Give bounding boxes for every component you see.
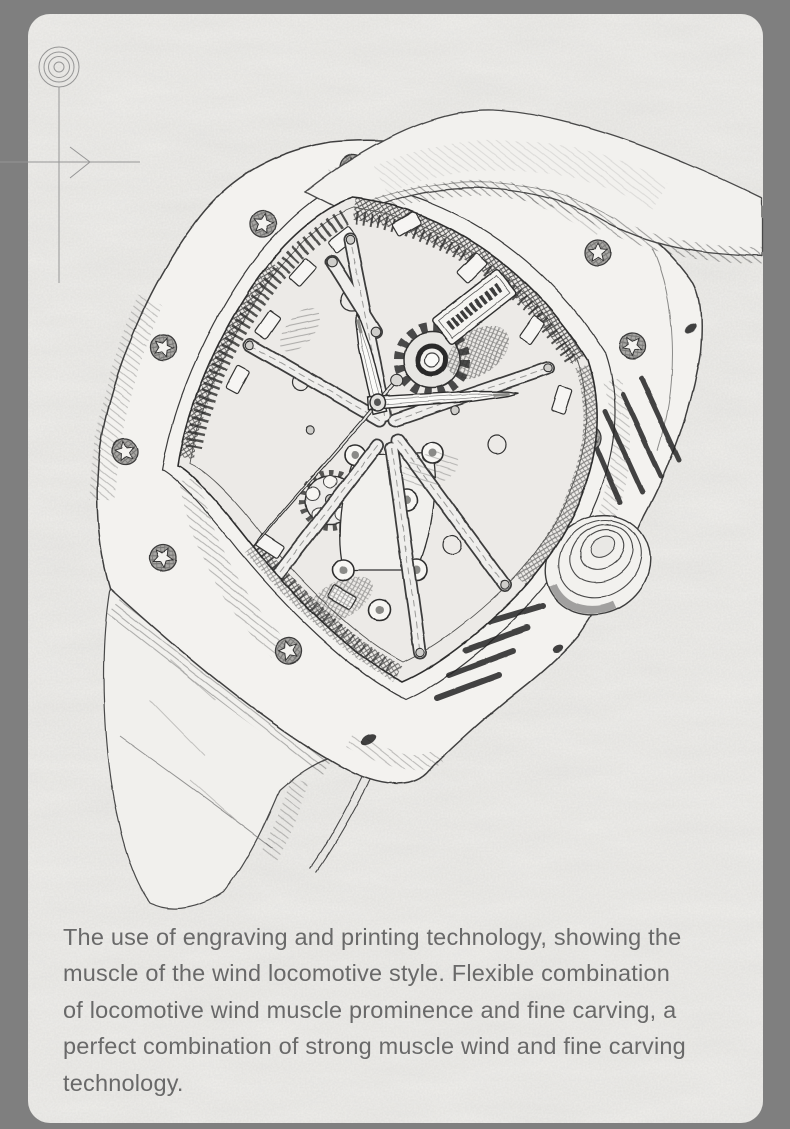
description-line: perfect combination of strong muscle wind and fine carving (63, 1033, 686, 1060)
description-line: technology. (63, 1069, 184, 1096)
description-line: The use of engraving and printing technology, showing the (63, 924, 682, 950)
description-line: muscle of the wind locomotive style. Flexible combination (63, 960, 671, 987)
bezel-screw (585, 240, 611, 266)
description-line: of locomotive wind muscle prominence and fine carving, a (63, 996, 677, 1023)
